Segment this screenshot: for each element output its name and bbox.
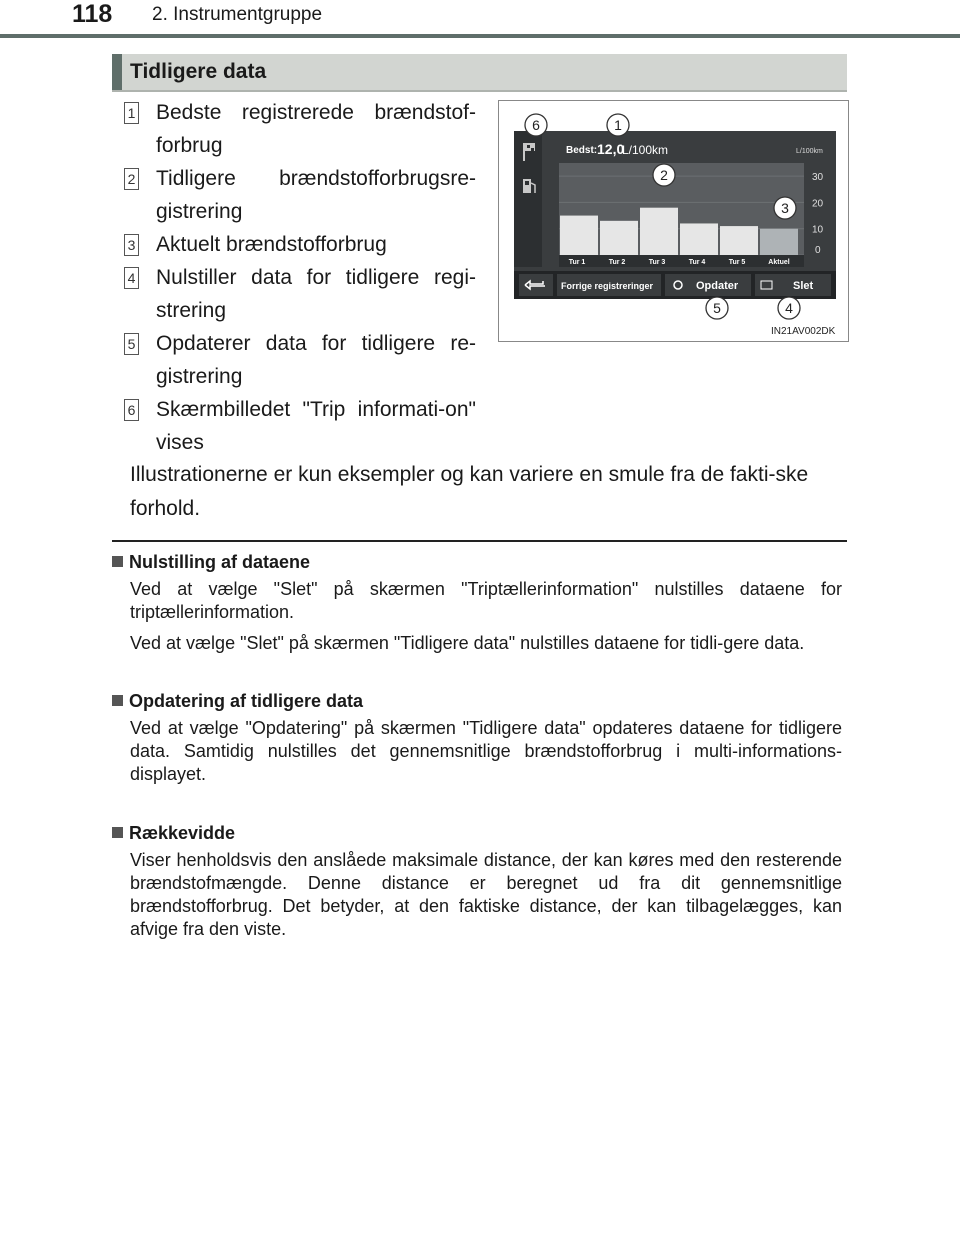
legend-number: 1 — [124, 102, 139, 124]
legend-text: Skærmbilledet "Trip informati-on" vises — [156, 398, 476, 454]
legend-text: Opdaterer data for tidligere re-gistrering — [156, 332, 476, 388]
callout — [778, 297, 800, 319]
bar-label: Tur 4 — [688, 259, 706, 266]
section-title: Tidligere data — [130, 60, 267, 83]
bullet-square-icon — [112, 827, 123, 838]
header-rule — [0, 34, 960, 38]
callout-number: 6 — [532, 117, 540, 133]
screen-illustration — [498, 100, 849, 342]
paragraph: Ved at vælge "Slet" på skærmen "Tidligere data" nulstilles dataene for tidli-gere data. — [130, 633, 805, 653]
subsection-title: Rækkevidde — [129, 823, 236, 843]
paragraph: Ved at vælge "Opdatering" på skærmen "Tidligere data" opdateres dataene for tidligere data. Samtidig nulstilles det gennemsnitlige brændstofforbrug i multi-informations-displayet. — [130, 718, 842, 784]
bar-label: Aktuel — [768, 259, 790, 266]
bar — [600, 221, 638, 255]
legend-item — [124, 162, 476, 228]
legend-number: 2 — [124, 168, 139, 190]
legend-item — [124, 393, 476, 459]
legend-number: 3 — [124, 234, 139, 256]
callout — [525, 114, 547, 136]
callout-number: 5 — [713, 300, 721, 316]
y-tick-label: 0 — [815, 245, 821, 256]
bullet-square-icon — [112, 695, 123, 706]
subsection-title: Opdatering af tidligere data — [129, 691, 364, 711]
delete-button[interactable] — [755, 274, 831, 296]
subsection-reset — [112, 550, 842, 655]
side-strip — [514, 131, 542, 267]
update-label: Opdater — [696, 280, 739, 292]
bar — [640, 208, 678, 255]
best-unit: L/100km — [622, 143, 669, 157]
callout-number: 2 — [660, 167, 668, 183]
update-button[interactable] — [665, 274, 751, 296]
legend-number: 4 — [124, 267, 139, 289]
page-number: 118 — [72, 0, 113, 28]
legend-text: Aktuelt brændstofforbrug — [156, 233, 387, 256]
legend-item — [124, 261, 476, 327]
legend-text: Nulstiller data for tidligere regi-strering — [156, 266, 476, 322]
bar-label: Tur 2 — [608, 259, 626, 266]
paragraph: Ved at vælge "Slet" på skærmen "Triptællerinformation" nulstilles dataene for triptællerinformation. — [130, 579, 842, 622]
chapter-title: 2. Instrumentgruppe — [152, 4, 323, 25]
bar — [760, 229, 798, 255]
callout — [706, 297, 728, 319]
back-button[interactable] — [519, 274, 553, 296]
unit-label: L/100km — [796, 148, 823, 155]
previous-records-label: Forrige registreringer — [561, 281, 654, 291]
delete-label: Slet — [793, 280, 814, 292]
bullet-square-icon — [112, 556, 123, 567]
bar — [560, 216, 598, 255]
previous-records-button[interactable] — [557, 274, 661, 296]
figure-code: IN21AV002DK — [771, 326, 836, 337]
callout — [653, 164, 675, 186]
y-tick-label: 20 — [812, 198, 824, 210]
bar-label-row — [559, 255, 804, 267]
legend-item — [124, 228, 476, 261]
y-tick-label: 10 — [812, 224, 824, 236]
note-text: Illustrationerne er kun eksempler og kan variere en smule fra de fakti-ske forhold. — [130, 463, 809, 520]
callout-number: 1 — [614, 117, 622, 133]
callout — [607, 114, 629, 136]
callout-number: 4 — [785, 300, 793, 316]
legend-item — [124, 96, 476, 162]
divider — [112, 540, 847, 542]
bar — [680, 223, 718, 255]
legend-list — [124, 96, 476, 459]
bar-label: Tur 1 — [568, 259, 586, 266]
subsection-update — [112, 689, 842, 786]
legend-number: 6 — [124, 399, 139, 421]
callout — [774, 197, 796, 219]
y-tick-label: 30 — [812, 172, 824, 184]
bar-label: Tur 5 — [728, 259, 746, 266]
legend-text: Tidligere brændstofforbrugsre-gistrering — [156, 167, 476, 223]
best-label: Bedst: — [566, 145, 598, 156]
legend-item — [124, 327, 476, 393]
legend-number: 5 — [124, 333, 139, 355]
subsection-title: Nulstilling af dataene — [129, 552, 311, 572]
section-header — [112, 54, 847, 92]
bar — [720, 226, 758, 255]
bar-label: Tur 3 — [648, 259, 666, 266]
paragraph: Viser henholdsvis den anslåede maksimale distance, der kan køres med den resterende brændstofmængde. Denne distance er beregnet ud fra dit gennemsnitlige brændstofforbrug. Det betyder, at den faktiske distance, der kan tilbagelægges, kan afvige fra den viste. — [130, 850, 842, 939]
legend-text: Bedste registrerede brændstof-forbrug — [156, 101, 476, 157]
section-accent — [112, 54, 122, 90]
screen-svg — [499, 101, 848, 341]
subsection-range — [112, 821, 842, 941]
best-value: 12,0 — [597, 141, 625, 157]
callout-number: 3 — [781, 200, 789, 216]
